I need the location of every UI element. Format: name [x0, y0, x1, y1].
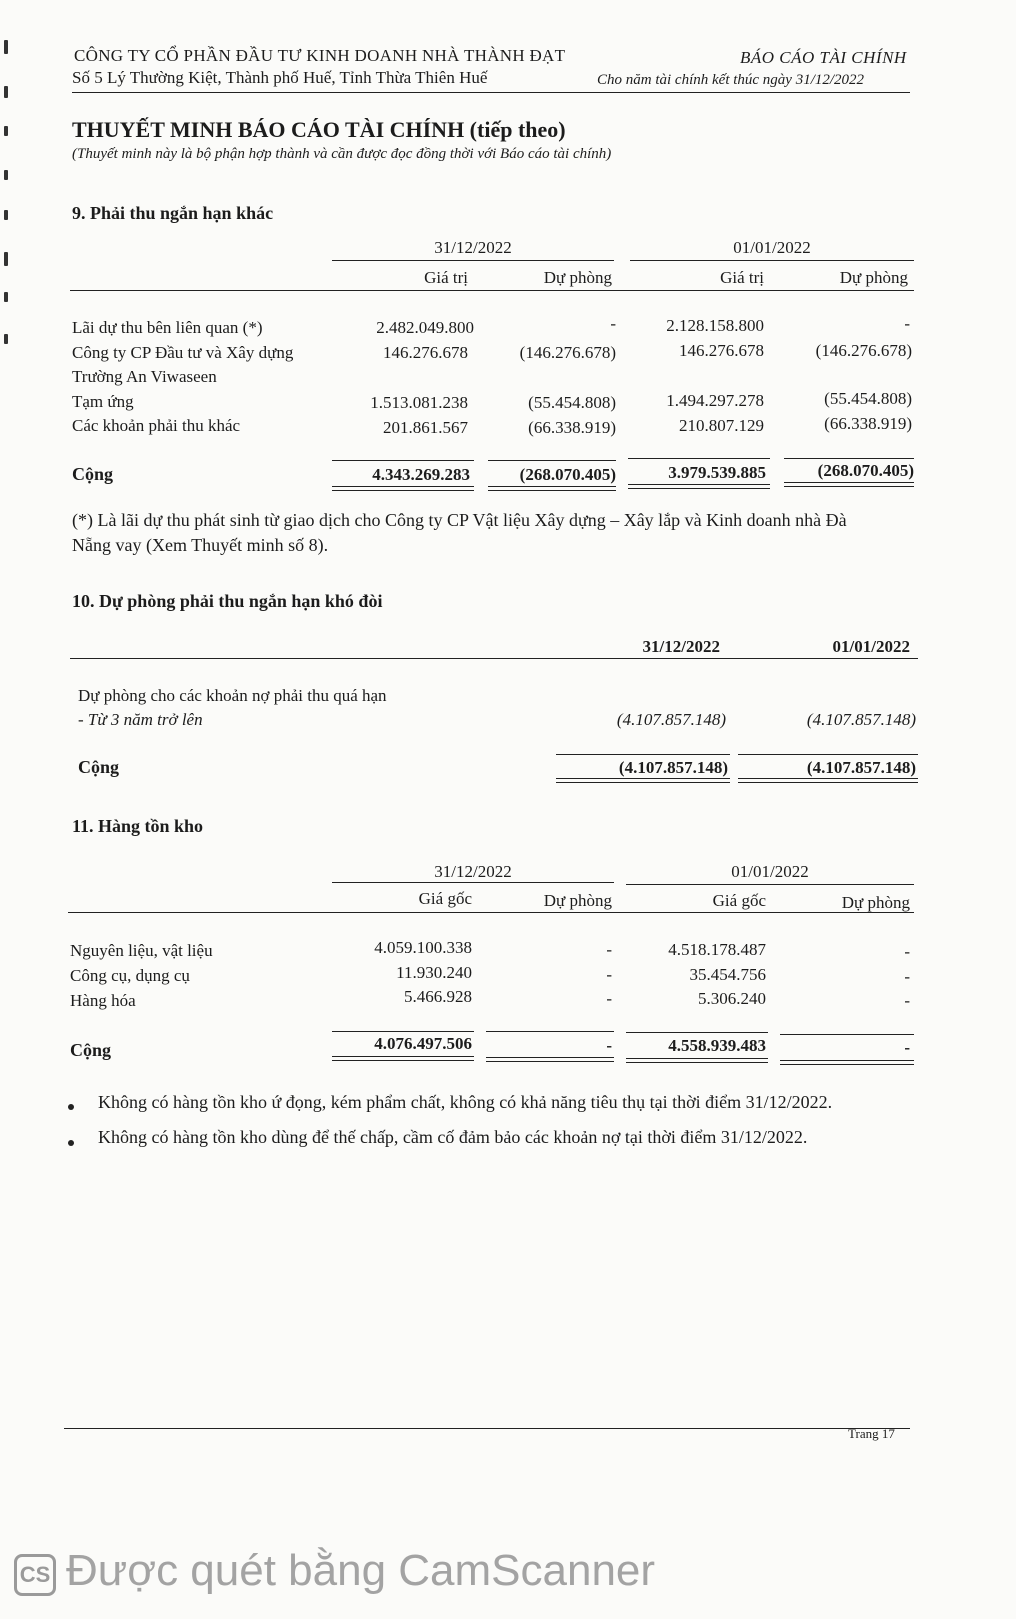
bullet-text: Không có hàng tồn kho dùng để thế chấp, cầm cố đảm bảo các khoản nợ tại thời điểm 31/12/2022. — [98, 1127, 808, 1147]
section10-period2: 01/01/2022 — [832, 637, 910, 656]
section9-col-provision: Dự phòng — [543, 268, 612, 287]
total-double-rule — [784, 482, 914, 487]
table-cell: (4.107.857.148) — [806, 710, 916, 729]
section9-col-provision: Dự phòng — [839, 268, 908, 287]
camscanner-logo-icon: CS — [14, 1554, 56, 1596]
table-cell: 210.807.129 — [679, 416, 764, 435]
section11-col-cost: Giá gốc — [418, 889, 472, 908]
table-cell: - — [606, 940, 612, 959]
total-cell: - — [904, 1038, 910, 1057]
section10-row-label: Dự phòng cho các khoản nợ phải thu quá hạn — [78, 686, 387, 705]
table-cell: - — [904, 314, 910, 333]
section9-col-value: Giá trị — [720, 268, 764, 287]
total-cell: 3.979.539.885 — [668, 463, 766, 482]
total-cell: 4.076.497.506 — [374, 1034, 472, 1053]
total-double-rule — [332, 1056, 474, 1061]
company-name: CÔNG TY CỔ PHẦN ĐẦU TƯ KINH DOANH NHÀ THÀNH ĐẠT — [74, 46, 566, 65]
total-label: Cộng — [70, 1040, 112, 1060]
total-top-rule — [780, 1034, 914, 1035]
total-label: Cộng — [78, 757, 120, 777]
company-address: Số 5 Lý Thường Kiệt, Thành phố Huế, Tỉnh Thừa Thiên Huế — [72, 68, 488, 87]
total-top-rule — [628, 458, 770, 459]
section9-note: Nẵng vay (Xem Thuyết minh số 8). — [72, 535, 329, 555]
total-cell: (268.070.405) — [817, 461, 914, 480]
total-cell: 4.343.269.283 — [372, 465, 470, 484]
bullet-icon — [68, 1104, 74, 1110]
section11-period2: 01/01/2022 — [731, 862, 809, 881]
table-cell: (66.338.919) — [824, 414, 912, 433]
total-top-rule — [626, 1032, 768, 1033]
section9-period1: 31/12/2022 — [434, 238, 512, 257]
table-cell: 2.482.049.800 — [376, 318, 474, 337]
scan-edge-mark — [4, 126, 8, 136]
table-row-label: Các khoản phải thu khác — [72, 416, 241, 435]
page-number: Trang 17 — [848, 1426, 895, 1441]
page-title: THUYẾT MINH BÁO CÁO TÀI CHÍNH (tiếp theo) — [72, 117, 566, 142]
bullet-icon — [68, 1140, 74, 1146]
scan-edge-mark — [4, 40, 8, 54]
total-cell: (4.107.857.148) — [806, 758, 916, 777]
table-cell: (146.276.678) — [519, 343, 616, 362]
table-cell: - — [610, 314, 616, 333]
total-top-rule — [738, 754, 918, 755]
total-top-rule — [486, 1031, 614, 1032]
total-top-rule — [784, 458, 914, 459]
section10-header-rule — [70, 658, 918, 659]
section9-header-rule — [70, 290, 914, 291]
section11-col-provision: Dự phòng — [841, 893, 910, 912]
total-double-rule — [488, 486, 616, 491]
table-row-label: Hàng hóa — [70, 991, 136, 1010]
table-cell: 35.454.756 — [689, 965, 766, 984]
scan-edge-mark — [4, 170, 8, 180]
section11-heading: 11. Hàng tồn kho — [72, 816, 204, 836]
table-cell: (4.107.857.148) — [616, 710, 726, 729]
section11-period1: 31/12/2022 — [434, 862, 512, 881]
table-cell: 146.276.678 — [679, 341, 764, 360]
scan-edge-mark — [4, 292, 8, 302]
total-label: Cộng — [72, 464, 114, 484]
header-rule — [72, 92, 910, 93]
total-top-rule — [556, 754, 730, 755]
table-cell: - — [904, 967, 910, 986]
section10-sub-label: - Từ 3 năm trở lên — [78, 710, 203, 729]
total-cell: (268.070.405) — [519, 465, 616, 484]
table-cell: - — [606, 965, 612, 984]
table-cell: (146.276.678) — [815, 341, 912, 360]
table-cell: 4.518.178.487 — [668, 940, 766, 959]
table-row-label: Trường An Viwaseen — [72, 367, 217, 386]
scan-edge-mark — [4, 210, 8, 220]
table-cell: (66.338.919) — [528, 418, 616, 437]
report-period: Cho năm tài chính kết thúc ngày 31/12/2022 — [597, 72, 865, 88]
table-cell: (55.454.808) — [528, 393, 616, 412]
table-row-label: Nguyên liệu, vật liệu — [70, 941, 213, 960]
section11-col-cost: Giá gốc — [712, 891, 766, 910]
table-cell: - — [606, 989, 612, 1008]
table-row-label: Tạm ứng — [72, 392, 134, 411]
section11-period1-rule — [332, 882, 614, 883]
scan-edge-mark — [4, 252, 8, 266]
total-double-rule — [626, 1058, 768, 1063]
total-double-rule — [486, 1057, 614, 1062]
section9-heading: 9. Phải thu ngắn hạn khác — [72, 203, 274, 223]
table-row-label: Công ty CP Đầu tư và Xây dựng — [72, 343, 294, 362]
table-cell: (55.454.808) — [824, 389, 912, 408]
section9-period2: 01/01/2022 — [733, 238, 811, 257]
table-cell: 201.861.567 — [383, 418, 468, 437]
footer-rule — [64, 1428, 910, 1429]
table-cell: 5.466.928 — [404, 987, 472, 1006]
report-type: BÁO CÁO TÀI CHÍNH — [740, 48, 907, 67]
total-cell: 4.558.939.483 — [668, 1036, 766, 1055]
table-cell: 146.276.678 — [383, 343, 468, 362]
total-double-rule — [738, 778, 918, 783]
section10-heading: 10. Dự phòng phải thu ngắn hạn khó đòi — [72, 591, 383, 611]
section9-note: (*) Là lãi dự thu phát sinh từ giao dịch cho Công ty CP Vật liệu Xây dựng – Xây lắp và Kinh doanh nhà Đà — [72, 510, 847, 530]
total-top-rule — [332, 460, 474, 461]
total-double-rule — [332, 486, 474, 491]
total-double-rule — [780, 1060, 914, 1065]
table-row-label: Công cụ, dụng cụ — [70, 966, 190, 985]
scan-edge-mark — [4, 334, 8, 344]
section11-header-rule — [68, 912, 914, 913]
table-cell: 4.059.100.338 — [374, 938, 472, 957]
bullet-text: Không có hàng tồn kho ứ đọng, kém phẩm chất, không có khả năng tiêu thụ tại thời điểm 31/12/2022. — [98, 1092, 833, 1112]
total-cell: (4.107.857.148) — [618, 758, 728, 777]
table-cell: 5.306.240 — [698, 989, 766, 1008]
table-cell: - — [904, 942, 910, 961]
total-double-rule — [628, 484, 770, 489]
section11-period2-rule — [626, 884, 914, 885]
section10-period1: 31/12/2022 — [642, 637, 720, 656]
total-double-rule — [556, 778, 730, 783]
total-top-rule — [332, 1031, 474, 1032]
section11-col-provision: Dự phòng — [543, 891, 612, 910]
camscanner-watermark: Được quét bằng CamScanner — [66, 1546, 656, 1595]
scan-edge-mark — [4, 86, 8, 98]
section9-period1-rule — [332, 260, 614, 261]
total-cell: - — [606, 1036, 612, 1055]
total-top-rule — [488, 460, 616, 461]
table-cell: 1.513.081.238 — [370, 393, 468, 412]
section9-period2-rule — [630, 260, 914, 261]
table-cell: 11.930.240 — [396, 963, 472, 982]
table-cell: 1.494.297.278 — [666, 391, 764, 410]
table-cell: 2.128.158.800 — [666, 316, 764, 335]
table-row-label: Lãi dự thu bên liên quan (*) — [72, 318, 263, 337]
page-subtitle: (Thuyết minh này là bộ phận hợp thành và cần được đọc đồng thời với Báo cáo tài chính) — [72, 146, 612, 162]
section9-col-value: Giá trị — [424, 268, 468, 287]
table-cell: - — [904, 991, 910, 1010]
